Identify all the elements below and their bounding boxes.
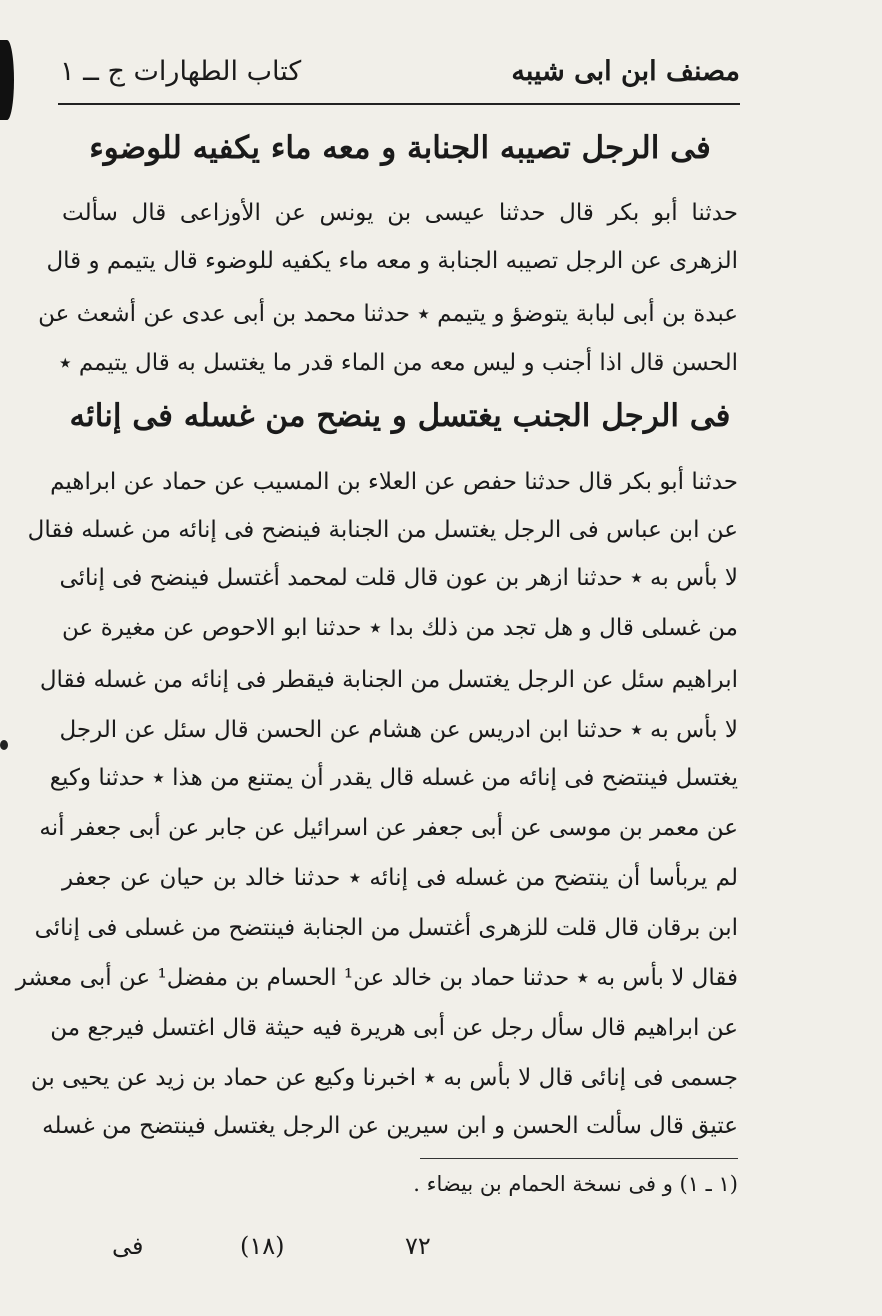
body-line: عبدة بن أبى لبابة يتوضؤ و يتيمم ٭ حدثنا محمد بن أبى عدى عن أشعث عن	[38, 301, 738, 327]
body-line: جسمى فى إنائى قال لا بأس به ٭ اخبرنا وكيع عن حماد بن زيد عن يحيى بن	[30, 1065, 738, 1091]
section-heading-1: فى الرجل تصيبه الجنابة و معه ماء يكفيه للوضوء	[89, 130, 711, 166]
body-line: عن ابن عباس فى الرجل يغتسل من الجنابة فينضح فى إنائه من غسله فقال	[27, 517, 738, 543]
binding-edge-mark	[0, 40, 14, 120]
running-header	[60, 56, 740, 100]
body-line: الحسن قال اذا أجنب و ليس معه من الماء قدر ما يغتسل به قال يتيمم ٭	[58, 350, 738, 376]
header-rule	[58, 103, 740, 105]
catchword: فى	[112, 1232, 144, 1260]
ink-spot	[0, 740, 8, 750]
body-line: ابن برقان قال قلت للزهرى أغتسل من الجنابة فينتضح من غسلى فى إنائى	[34, 915, 738, 941]
page-number: ٧٢	[405, 1232, 431, 1260]
chapter-title: كتاب الطهارات ج ــ ١	[60, 56, 302, 87]
footnote-rule	[420, 1158, 738, 1159]
book-title: مصنف ابن ابى شيبه	[511, 56, 740, 87]
signature-mark: (١٨)	[240, 1232, 285, 1260]
body-line: فقال لا بأس به ٭ حدثنا حماد بن خالد عن¹ الحسام بن مفضل¹ عن أبى معشر	[15, 965, 738, 991]
body-line: ابراهيم سئل عن الرجل يغتسل من الجنابة فيقطر فى إنائه من غسله فقال	[39, 667, 738, 693]
body-line: الزهرى عن الرجل تصيبه الجنابة و معه ماء يكفيه للوضوء قال يتيمم و قال	[46, 248, 738, 274]
body-line: عتيق قال سألت الحسن و ابن سيرين عن الرجل يغتسل فينتضح من غسله	[42, 1113, 738, 1139]
body-line: لا بأس به ٭ حدثنا ازهر بن عون قال قلت لمحمد أغتسل فينضح فى إنائى	[59, 565, 738, 591]
body-line: عن معمر بن موسى عن أبى جعفر عن اسرائيل عن جابر عن أبى جعفر أنه	[39, 815, 738, 841]
body-line: حدثنا أبو بكر قال حدثنا حفص عن العلاء بن المسيب عن حماد عن ابراهيم	[50, 469, 738, 495]
body-line: حدثنا أبو بكر قال حدثنا عيسى بن يونس عن الأوزاعى قال سألت	[62, 200, 738, 226]
body-line: لا بأس به ٭ حدثنا ابن ادريس عن هشام عن الحسن قال سئل عن الرجل	[59, 717, 738, 743]
body-line: من غسلى قال و هل تجد من ذلك بدا ٭ حدثنا ابو الاحوص عن مغيرة عن	[62, 615, 738, 641]
body-line: يغتسل فينتضح فى إنائه من غسله قال يقدر أن يمتنع من هذا ٭ حدثنا وكيع	[49, 765, 738, 791]
body-line: عن ابراهيم قال سأل رجل عن أبى هريرة فيه حيثة قال اغتسل فيرجع من	[50, 1015, 738, 1041]
footnote: (١ ـ ١) و فى نسخة الحمام بن بيضاء .	[413, 1172, 738, 1196]
body-line: لم يربأسا أن ينتضح من غسله فى إنائه ٭ حدثنا خالد بن حيان عن جعفر	[62, 865, 738, 891]
section-heading-2: فى الرجل الجنب يغتسل و ينضح من غسله فى إنائه	[69, 398, 731, 434]
